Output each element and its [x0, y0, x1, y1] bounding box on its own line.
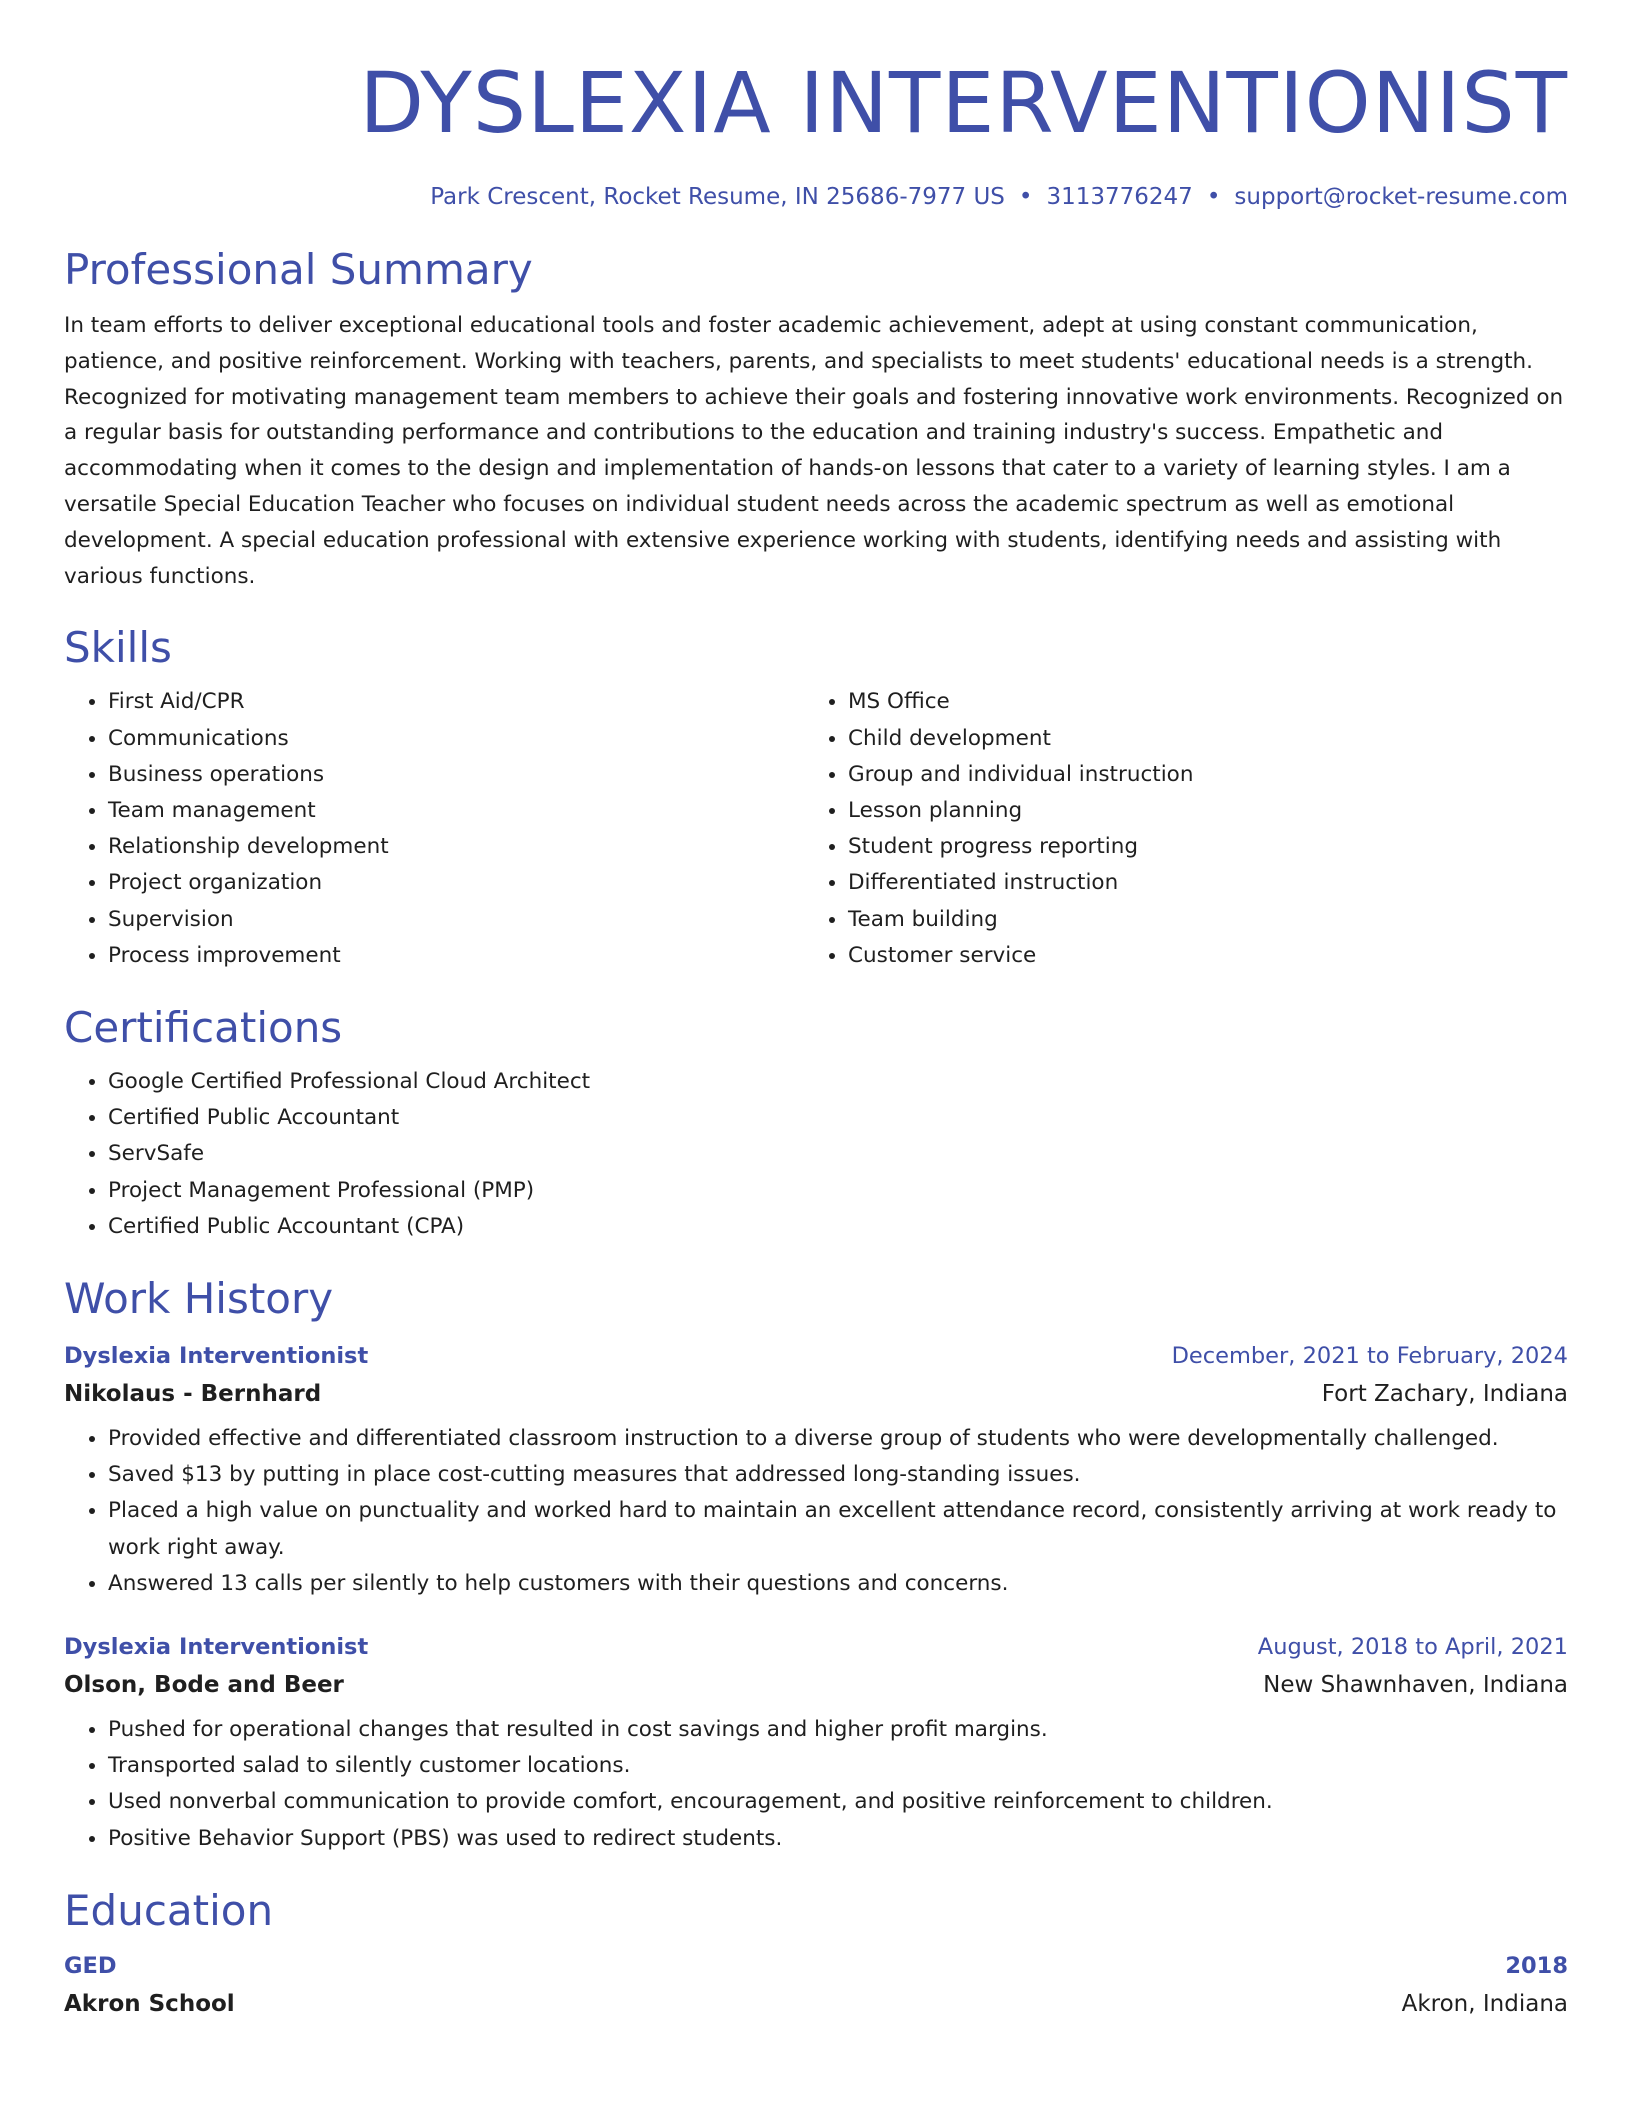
- job-entry: [64, 1628, 1568, 1857]
- skills-list-left: [64, 684, 804, 974]
- contact-address: Park Crescent, Rocket Resume, IN 25686-7977 US: [430, 184, 1005, 210]
- job-title: Dyslexia Interventionist: [64, 1343, 369, 1370]
- certifications-section: [64, 1002, 1568, 1245]
- certification-item: • Certified Public Accountant (CPA): [108, 1209, 1568, 1245]
- education-degree: GED: [64, 1952, 117, 1979]
- skill-item: • Lesson planning: [848, 793, 1568, 829]
- skill-item: • Business operations: [108, 757, 804, 793]
- section-title: Professional Summary: [64, 245, 533, 294]
- contact-line: [64, 182, 1568, 212]
- job-entry: [64, 1337, 1568, 1602]
- job-subheader: [64, 1666, 1568, 1704]
- certification-item: • Certified Public Accountant: [108, 1100, 1568, 1136]
- skill-item: • Group and individual instruction: [848, 757, 1568, 793]
- job-subheader: [64, 1375, 1568, 1413]
- resume-header: [64, 48, 1568, 212]
- job-bullets: [64, 1421, 1568, 1602]
- certification-item: • ServSafe: [108, 1136, 1568, 1172]
- job-bullet: • Transported salad to silently customer locations.: [108, 1748, 1568, 1784]
- certification-item: • Project Management Professional (PMP): [108, 1173, 1568, 1209]
- skill-item: • Process improvement: [108, 938, 804, 974]
- skill-item: • Team building: [848, 902, 1568, 938]
- contact-separator: •: [1206, 184, 1221, 210]
- skill-item: • Communications: [108, 721, 804, 757]
- job-company: Olson, Bode and Beer: [64, 1672, 344, 1699]
- job-dates: December, 2021 to February, 2024: [1171, 1343, 1568, 1370]
- summary-text: In team efforts to deliver exceptional educational tools and foster academic achievement, adept at using constant communication, patience, and positive reinforcement. Working with teachers, parents, and specialists to meet students' educational needs is a strength. Recognized for motivating management team members to achieve their goals and fostering innovative work environments. Recognized on a regular basis for outstanding performance and contributions to the education and training industry's success. Empathetic and accommodating when it comes to the design and implementation of hands-on lessons that cater to a variety of learning styles. I am a versatile Special Education Teacher who focuses on individual student needs across the academic spectrum as well as emotional development. A special education professional with extensive experience working with students, identifying needs and assisting with various functions.: [64, 313, 1564, 589]
- skill-item: • Student progress reporting: [848, 829, 1568, 865]
- job-location: Fort Zachary, Indiana: [1321, 1381, 1568, 1408]
- job-header: [64, 1337, 1568, 1375]
- job-dates: August, 2018 to April, 2021: [1257, 1634, 1568, 1661]
- skill-item: • Team management: [108, 793, 804, 829]
- job-bullet: • Used nonverbal communication to provide comfort, encouragement, and positive reinforcement to children.: [108, 1784, 1568, 1820]
- job-company: Nikolaus - Bernhard: [64, 1381, 322, 1408]
- contact-phone: 3113776247: [1046, 184, 1193, 210]
- skill-item: • Child development: [848, 721, 1568, 757]
- section-title: Skills: [64, 623, 172, 673]
- education-school: Akron School: [64, 1990, 235, 2017]
- job-bullet: • Positive Behavior Support (PBS) was used to redirect students.: [108, 1821, 1568, 1857]
- job-location: New Shawnhaven, Indiana: [1263, 1672, 1568, 1699]
- education-subheader: [64, 1985, 1568, 2023]
- job-bullet: • Provided effective and differentiated classroom instruction to a diverse group of students who were developmentally challenged.: [108, 1421, 1568, 1457]
- education-location: Akron, Indiana: [1401, 1990, 1568, 2017]
- job-bullet: • Saved $13 by putting in place cost-cutting measures that addressed long-standing issues.: [108, 1457, 1568, 1493]
- job-title: Dyslexia Interventionist: [64, 1634, 369, 1661]
- work-history-section: [64, 1273, 1568, 1857]
- skills-columns: [64, 674, 1568, 974]
- education-year: 2018: [1505, 1952, 1568, 1979]
- job-bullet: • Pushed for operational changes that resulted in cost savings and higher profit margins.: [108, 1712, 1568, 1748]
- job-bullets: [64, 1712, 1568, 1857]
- skill-item: • Relationship development: [108, 829, 804, 865]
- skill-item: • MS Office: [848, 684, 1568, 720]
- section-title: Work History: [64, 1274, 334, 1324]
- job-bullet: • Placed a high value on punctuality and worked hard to maintain an excellent attendance record, consistently arriving at work ready to work right away.: [108, 1493, 1568, 1565]
- skills-section: [64, 622, 1568, 974]
- certification-item: • Google Certified Professional Cloud Architect: [108, 1064, 1568, 1100]
- skill-item: • Differentiated instruction: [848, 865, 1568, 901]
- skills-list-right: [804, 684, 1568, 974]
- professional-summary-section: [64, 244, 1568, 594]
- candidate-name: DYSLEXIA INTERVENTIONIST: [359, 54, 1568, 152]
- contact-email[interactable]: support@rocket-resume.com: [1234, 184, 1568, 210]
- job-header: [64, 1628, 1568, 1666]
- section-title: Certifications: [64, 1003, 343, 1052]
- section-title: Education: [64, 1885, 274, 1935]
- contact-separator: •: [1018, 184, 1033, 210]
- education-header: [64, 1947, 1568, 1985]
- job-bullet: • Answered 13 calls per silently to help customers with their questions and concerns.: [108, 1566, 1568, 1602]
- certifications-list: [64, 1064, 1568, 1245]
- skill-item: • Supervision: [108, 902, 804, 938]
- education-section: [64, 1885, 1568, 2023]
- education-entry: [64, 1947, 1568, 2023]
- skill-item: • Customer service: [848, 938, 1568, 974]
- skill-item: • First Aid/CPR: [108, 684, 804, 720]
- skill-item: • Project organization: [108, 865, 804, 901]
